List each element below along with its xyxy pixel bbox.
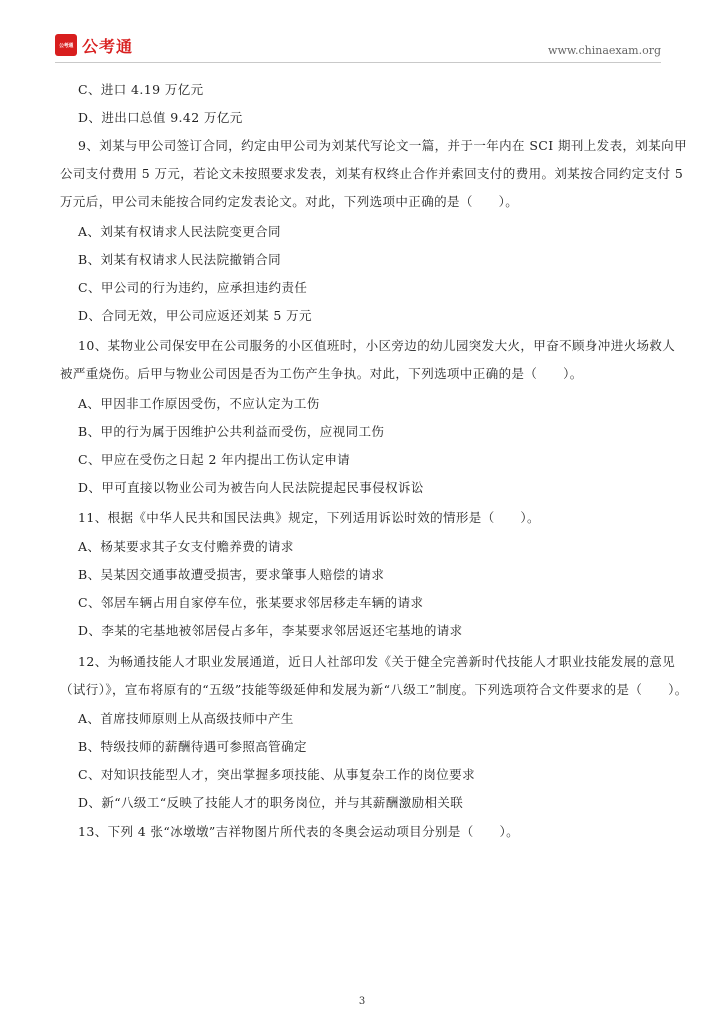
option-12a: A、首席技师原则上从高级技师中产生 [78, 711, 294, 726]
question-11: 11、根据《中华人民共和国民法典》规定，下列适用诉讼时效的情形是（ ）。 [78, 510, 540, 525]
option-10b: B、甲的行为属于因维护公共利益而受伤，应视同工伤 [78, 424, 385, 439]
question-12: 12、为畅通技能人才职业发展通道，近日人社部印发《关于健全完善新时代技能人才职业技能发展的意见 [78, 654, 676, 669]
option-8d: D、进出口总值 9.42 万亿元 [78, 110, 243, 125]
option-10c: C、甲应在受伤之日起 2 年内提出工伤认定申请 [78, 452, 351, 467]
question-13: 13、下列 4 张“冰墩墩”吉祥物图片所代表的冬奥会运动项目分别是（ ）。 [78, 824, 520, 839]
page-header [55, 34, 661, 63]
site-url: www.chinaexam.org [548, 44, 661, 57]
option-8c: C、进口 4.19 万亿元 [78, 82, 204, 97]
option-12c: C、对知识技能型人才，突出掌握多项技能、从事复杂工作的岗位要求 [78, 767, 475, 782]
logo-text: 公考通 [82, 36, 134, 56]
option-12b: B、特级技师的薪酬待遇可参照高管确定 [78, 739, 307, 754]
question-9-line3: 万元后，甲公司未能按合同约定发表论文。对此，下列选项中正确的是（ ）。 [60, 194, 519, 209]
logo [55, 34, 133, 56]
question-9-line2: 公司支付费用 5 万元，若论文未按照要求发表，刘某有权终止合作并索回支付的费用。刘某按合同约定支付 5 [60, 166, 684, 181]
option-11c: C、邻居车辆占用自家停车位，张某要求邻居移走车辆的请求 [78, 595, 424, 610]
option-9d: D、合同无效，甲公司应返还刘某 5 万元 [78, 308, 312, 323]
question-10-line2: 被严重烧伤。后甲与物业公司因是否为工伤产生争执。对此，下列选项中正确的是（ ）。 [60, 366, 583, 381]
option-11d: D、李某的宅基地被邻居侵占多年，李某要求邻居返还宅基地的请求 [78, 623, 463, 638]
option-11b: B、吴某因交通事故遭受损害，要求肇事人赔偿的请求 [78, 567, 385, 582]
option-9c: C、甲公司的行为违约，应承担违约责任 [78, 280, 308, 295]
option-11a: A、杨某要求其子女支付赡养费的请求 [78, 539, 294, 554]
option-9a: A、刘某有权请求人民法院变更合同 [78, 224, 281, 239]
option-9b: B、刘某有权请求人民法院撤销合同 [78, 252, 282, 267]
option-12d: D、新“八级工“反映了技能人才的职务岗位，并与其薪酬激励相关联 [78, 795, 464, 810]
question-12-line2: （试行）》，宣布将原有的“五级”技能等级延伸和发展为新“八级工”制度。下列选项符合文件要求的是（ ）。 [60, 682, 688, 697]
logo-badge: 公考通 [55, 34, 77, 56]
option-10a: A、甲因非工作原因受伤，不应认定为工伤 [78, 396, 320, 411]
option-10d: D、甲可直接以物业公司为被告向人民法院提起民事侵权诉讼 [78, 480, 424, 495]
page-number: 3 [358, 996, 366, 1007]
question-9: 9、刘某与甲公司签订合同，约定由甲公司为刘某代写论文一篇，并于一年内在 SCI 期刊上发表，刘某向甲 [78, 138, 687, 153]
question-10: 10、某物业公司保安甲在公司服务的小区值班时，小区旁边的幼儿园突发大火，甲奋不顾身冲进火场救人 [78, 338, 676, 353]
